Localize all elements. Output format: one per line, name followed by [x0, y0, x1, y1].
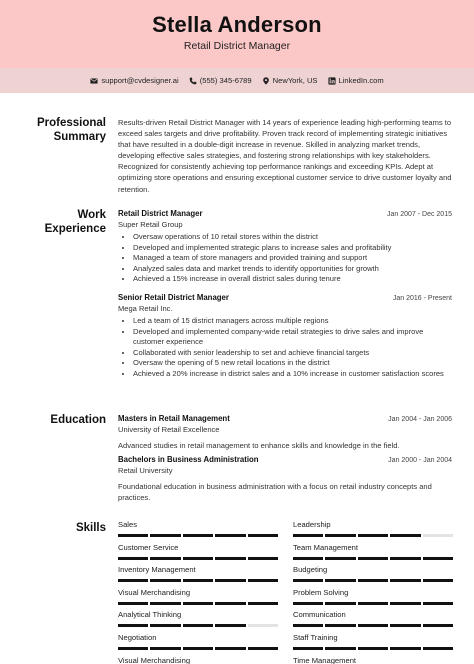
summary-text: Results-driven Retail District Manager with 14 years of experience leading high-performing teams to exceed sales targets and drive profitability. Proven track record of implementing strategic initiatives that have resulted in a double-digit increase in revenue. Skilled in analyzing market trends, developing effective sales strategies, and fostering strong relationships with key stakeholders. Recognized for consistently achieving top performance rankings and exceeding KPIs. Adept at optimizing store operations and ensuring exceptional customer service to drive customer loyalty and retention. — [118, 118, 452, 194]
skill-level-segment — [390, 647, 420, 650]
skill-level-segment — [215, 534, 245, 537]
skill-level-segment — [390, 557, 420, 560]
resume-header — [0, 0, 474, 68]
skill-level-segment — [248, 647, 278, 650]
job-bullet: • Oversaw the opening of 5 new retail locations in the district — [133, 358, 452, 369]
job-bullet: • Achieved a 15% increase in overall district sales during tenure — [133, 274, 452, 285]
skill-level-segment — [118, 647, 148, 650]
summary-title-line2: Summary — [53, 131, 106, 143]
skill-item — [118, 633, 278, 656]
skill-level-segment — [358, 579, 388, 582]
skill-level-segment — [358, 624, 388, 627]
section-title-work-experience — [45, 208, 106, 236]
skill-level-bar — [118, 602, 278, 605]
skill-name: Budgeting — [293, 565, 328, 575]
work-title-line2: Experience — [44, 223, 106, 235]
contact-email-text: support@cvdesigner.ai — [101, 76, 179, 85]
skill-level-segment — [118, 602, 148, 605]
job-bullets — [118, 232, 452, 285]
summary-title-line1: Professional — [36, 117, 106, 129]
skill-name: Team Management — [293, 542, 359, 552]
contact-bar — [0, 68, 474, 93]
contact-email[interactable] — [90, 76, 178, 85]
skill-level-segment — [248, 534, 278, 537]
skill-name: Negotiation — [118, 632, 157, 642]
skill-item — [118, 656, 278, 664]
skill-level-segment — [325, 557, 355, 560]
contact-location — [262, 76, 318, 85]
skill-level-segment — [248, 557, 278, 560]
skill-level-segment — [423, 647, 453, 650]
skill-name: Inventory Management — [118, 565, 196, 575]
skill-level-segment — [183, 579, 213, 582]
skill-level-segment — [423, 534, 453, 537]
skill-level-segment — [293, 534, 323, 537]
job-company: Mega Retail Inc. — [118, 304, 173, 313]
skill-item — [118, 543, 278, 566]
skill-level-segment — [358, 647, 388, 650]
skill-level-segment — [215, 557, 245, 560]
skill-level-segment — [118, 624, 148, 627]
skills-column-left — [118, 520, 278, 664]
location-icon — [262, 77, 270, 85]
skill-item — [293, 656, 453, 664]
skill-level-bar — [293, 579, 453, 582]
education-entry — [118, 455, 452, 503]
skill-name: Leadership — [293, 520, 331, 529]
job-role: Senior Retail District Manager — [118, 293, 229, 302]
skill-level-segment — [358, 534, 388, 537]
skill-level-bar — [293, 557, 453, 560]
skill-level-segment — [293, 602, 323, 605]
skill-level-segment — [358, 602, 388, 605]
job-bullets — [118, 316, 452, 380]
skill-item — [118, 588, 278, 611]
skill-level-segment — [423, 557, 453, 560]
skill-name: Visual Merchandising — [118, 587, 191, 597]
contact-phone-text: (555) 345-6789 — [199, 76, 252, 85]
skill-item — [293, 610, 453, 633]
experience-entry — [118, 293, 452, 380]
job-dates: Jan 2016 - Present — [392, 295, 452, 302]
skill-level-segment — [215, 579, 245, 582]
skill-level-segment — [325, 624, 355, 627]
skill-item — [118, 520, 278, 543]
skill-level-segment — [215, 647, 245, 650]
education-degree: Masters in Retail Management — [118, 414, 230, 423]
skill-level-segment — [358, 557, 388, 560]
skill-name: Analytical Thinking — [118, 610, 182, 620]
email-icon — [90, 77, 98, 85]
education-entry — [118, 414, 452, 451]
linkedin-icon — [328, 77, 336, 85]
skill-item — [118, 565, 278, 588]
section-title-skills: Skills — [75, 522, 106, 534]
skill-level-segment — [390, 624, 420, 627]
skill-level-segment — [248, 579, 278, 582]
skill-item — [293, 565, 453, 588]
skill-level-segment — [423, 602, 453, 605]
job-dates: Jan 2007 - Dec 2015 — [387, 211, 452, 218]
job-bullet: • Developed and implemented strategic plans to increase sales and profitability — [133, 243, 452, 254]
section-title-education: Education — [50, 414, 106, 426]
contact-location-text: NewYork, US — [272, 76, 318, 85]
skill-level-segment — [325, 602, 355, 605]
skill-level-segment — [423, 624, 453, 627]
skill-level-segment — [150, 602, 180, 605]
job-company: Super Retail Group — [118, 220, 183, 229]
skill-level-segment — [293, 647, 323, 650]
education-degree: Bachelors in Business Administration — [118, 455, 259, 464]
job-bullet: • Collaborated with senior leadership to set and achieve financial targets — [133, 348, 452, 359]
skill-level-bar — [293, 647, 453, 650]
skill-name: Sales — [118, 520, 137, 529]
skill-level-bar — [118, 534, 278, 537]
skill-level-segment — [118, 534, 148, 537]
education-school: University of Retail Excellence — [118, 425, 220, 434]
job-bullet: • Developed and implemented company-wide retail strategies to drive sales and improve customer experience — [133, 327, 452, 348]
skill-level-segment — [325, 579, 355, 582]
skill-level-segment — [183, 534, 213, 537]
job-bullet: • Achieved a 20% increase in district sales and a 10% increase in customer satisfaction scores — [133, 369, 452, 380]
skill-name: Problem Solving — [293, 587, 349, 597]
skill-level-bar — [293, 602, 453, 605]
skill-level-bar — [118, 557, 278, 560]
skill-name: Customer Service — [118, 542, 179, 552]
skill-level-segment — [183, 557, 213, 560]
education-description: Advanced studies in retail management to enhance skills and knowledge in the field. — [118, 441, 400, 450]
education-school: Retail University — [118, 466, 173, 475]
skill-level-segment — [325, 647, 355, 650]
skill-item — [118, 610, 278, 633]
job-role: Retail District Manager — [118, 209, 203, 218]
skill-level-segment — [150, 579, 180, 582]
skill-level-segment — [150, 557, 180, 560]
education-dates: Jan 2000 - Jan 2004 — [388, 457, 452, 464]
skill-name: Staff Training — [293, 632, 338, 642]
job-bullet: • Led a team of 15 district managers across multiple regions — [133, 316, 452, 327]
experience-entry — [118, 209, 452, 285]
skill-item — [293, 588, 453, 611]
education-description: Foundational education in business administration with a focus on retail industry concepts and practices. — [118, 482, 432, 502]
contact-phone[interactable] — [189, 76, 252, 85]
skill-level-segment — [118, 557, 148, 560]
work-title-line1: Work — [77, 209, 106, 221]
skill-level-segment — [248, 602, 278, 605]
job-bullet: • Analyzed sales data and market trends to identify opportunities for growth — [133, 264, 452, 275]
skill-level-segment — [293, 624, 323, 627]
candidate-name: Stella Anderson — [152, 12, 322, 37]
skill-item — [293, 633, 453, 656]
skill-level-bar — [118, 624, 278, 627]
skill-level-segment — [390, 579, 420, 582]
skill-level-segment — [390, 534, 420, 537]
skill-level-segment — [293, 579, 323, 582]
skill-level-bar — [293, 624, 453, 627]
job-bullet: • Managed a team of store managers and provided training and support — [133, 253, 452, 264]
contact-linkedin-text: LinkedIn.com — [338, 76, 384, 85]
skill-level-segment — [423, 579, 453, 582]
skill-item — [293, 520, 453, 543]
skill-level-segment — [150, 534, 180, 537]
skill-level-segment — [215, 602, 245, 605]
skill-level-segment — [150, 624, 180, 627]
skill-item — [293, 543, 453, 566]
contact-linkedin[interactable] — [328, 76, 384, 85]
job-bullet: • Oversaw operations of 10 retail stores within the district — [133, 232, 452, 243]
skill-name: Visual Merchandising — [118, 655, 191, 664]
skill-level-segment — [183, 624, 213, 627]
skill-level-segment — [183, 602, 213, 605]
skills-column-right — [293, 520, 453, 664]
skill-level-segment — [215, 624, 245, 627]
skill-level-bar — [118, 647, 278, 650]
education-dates: Jan 2004 - Jan 2006 — [388, 416, 452, 423]
skill-name: Communication — [293, 610, 346, 620]
skill-level-segment — [150, 647, 180, 650]
skill-level-segment — [183, 647, 213, 650]
skill-level-segment — [118, 579, 148, 582]
job-title: Retail District Manager — [183, 40, 291, 52]
skill-name: Time Management — [293, 655, 357, 664]
skill-level-segment — [390, 602, 420, 605]
skill-level-segment — [325, 534, 355, 537]
section-title-summary — [37, 116, 106, 144]
skill-level-bar — [118, 579, 278, 582]
skill-level-segment — [293, 557, 323, 560]
skill-level-segment — [248, 624, 278, 627]
skill-level-bar — [293, 534, 453, 537]
phone-icon — [189, 77, 197, 85]
